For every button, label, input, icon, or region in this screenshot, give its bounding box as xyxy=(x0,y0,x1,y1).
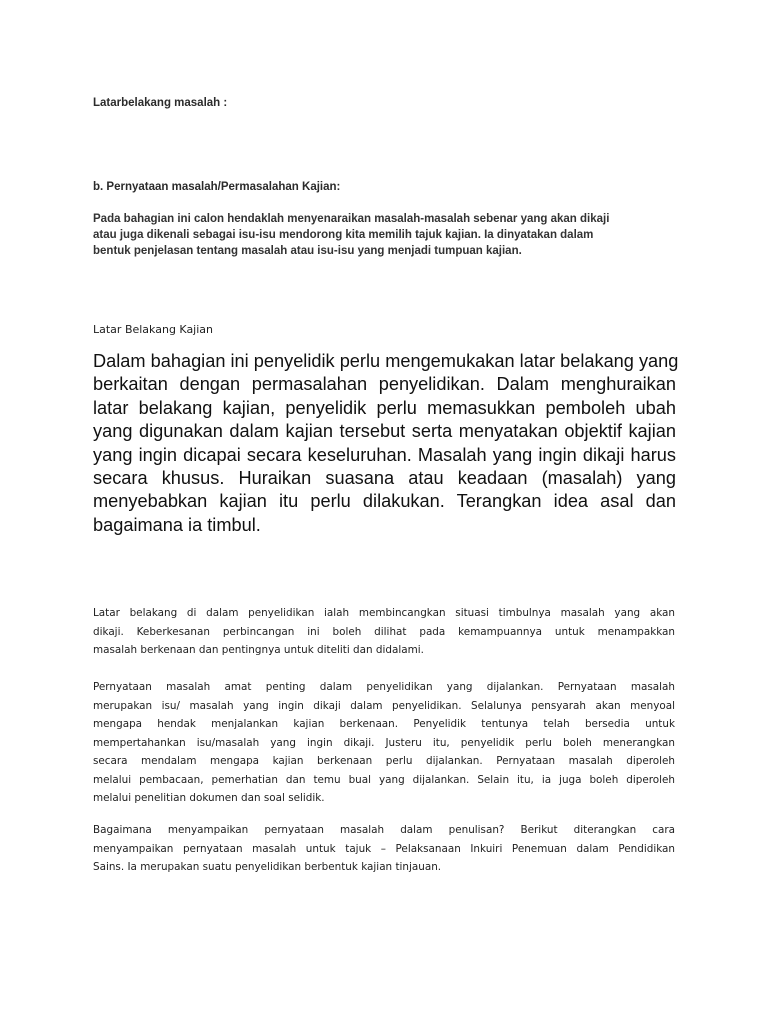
large-paragraph-line: Dalam bahagian ini penyelidik perlu mengemukakan latar belakang yang xyxy=(93,351,679,371)
paragraph-line: dikaji. Keberkesanan perbincangan ini boleh dilihat pada kemampuannya untuk menampakkan xyxy=(93,625,675,638)
large-paragraph xyxy=(93,350,679,537)
paragraph-line: Bagaimana menyampaikan pernyataan masalah dalam penulisan? Berikut diterangkan cara xyxy=(93,824,675,836)
paragraph-line: melalui penelitian dokumen dan soal selidik. xyxy=(93,792,325,804)
paragraph-line: melalui pembacaan, pemerhatian dan temu bual yang dijalankan. Selain itu, ia juga boleh diperoleh xyxy=(93,773,675,786)
heading-pernyataan-masalah: b. Pernyataan masalah/Permasalahan Kajian: xyxy=(93,181,341,193)
large-paragraph-line: yang digunakan dalam kajian tersebut serta menyatakan objektif kajian xyxy=(93,421,676,442)
paragraph-line: merupakan isu/ masalah yang ingin dikaji dalam penyelidikan. Selalunya pensyarah akan menyoal xyxy=(93,699,675,712)
heading-latarbelakang-masalah: Latarbelakang masalah : xyxy=(93,97,228,109)
large-paragraph-line: berkaitan dengan permasalahan penyelidikan. Dalam menghuraikan xyxy=(93,374,676,395)
subheading-latar-belakang-kajian: Latar Belakang Kajian xyxy=(93,323,214,336)
paragraph-line: Sains. Ia merupakan suatu penyelidikan berbentuk kajian tinjauan. xyxy=(93,861,442,873)
intro-paragraph xyxy=(93,211,693,259)
large-paragraph-line: yang ingin dicapai secara keseluruhan. Masalah yang ingin dikaji harus xyxy=(93,444,676,465)
paragraph-line: menyampaikan pernyataan masalah untuk tajuk – Pelaksanaan Inkuiri Penemuan dalam Pendidikan xyxy=(93,842,675,855)
paragraph-bagaimana xyxy=(93,821,675,877)
intro-line: bentuk penjelasan tentang masalah atau isu-isu yang menjadi tumpuan kajian. xyxy=(93,245,522,257)
paragraph-line: masalah berkenaan dan pentingnya untuk diteliti dan didalami. xyxy=(93,644,424,656)
paragraph-line: mempertahankan isu/masalah yang ingin dikaji. Justeru itu, penyelidik perlu boleh menerangkan xyxy=(93,736,675,749)
intro-line: Pada bahagian ini calon hendaklah menyenaraikan masalah-masalah sebenar yang akan dikaji xyxy=(93,213,610,225)
large-paragraph-line: secara khusus. Huraikan suasana atau keadaan (masalah) yang xyxy=(93,467,676,488)
paragraph-pernyataan-masalah xyxy=(93,678,675,808)
paragraph-line: mengapa hendak menjalankan kajian berkenaan. Penyelidik tentunya telah bersedia untuk xyxy=(93,718,675,730)
paragraph-line: Latar belakang di dalam penyelidikan ialah membincangkan situasi timbulnya masalah yang akan xyxy=(93,607,675,619)
paragraph-line: Pernyataan masalah amat penting dalam penyelidikan yang dijalankan. Pernyataan masalah xyxy=(93,681,675,693)
paragraph-line: secara mendalam mengapa kajian berkenaan perlu dijalankan. Pernyataan masalah diperoleh xyxy=(93,755,675,767)
paragraph-latar-belakang xyxy=(93,604,675,660)
large-paragraph-line: menyebabkan kajian itu perlu dilakukan. Terangkan idea asal dan xyxy=(93,491,676,512)
intro-line: atau juga dikenali sebagai isu-isu mendorong kita memilih tajuk kajian. Ia dinyatakan dalam xyxy=(93,229,594,241)
large-paragraph-line: latar belakang kajian, penyelidik perlu memasukkan pemboleh ubah xyxy=(93,397,676,418)
large-paragraph-line: bagaimana ia timbul. xyxy=(93,514,261,535)
